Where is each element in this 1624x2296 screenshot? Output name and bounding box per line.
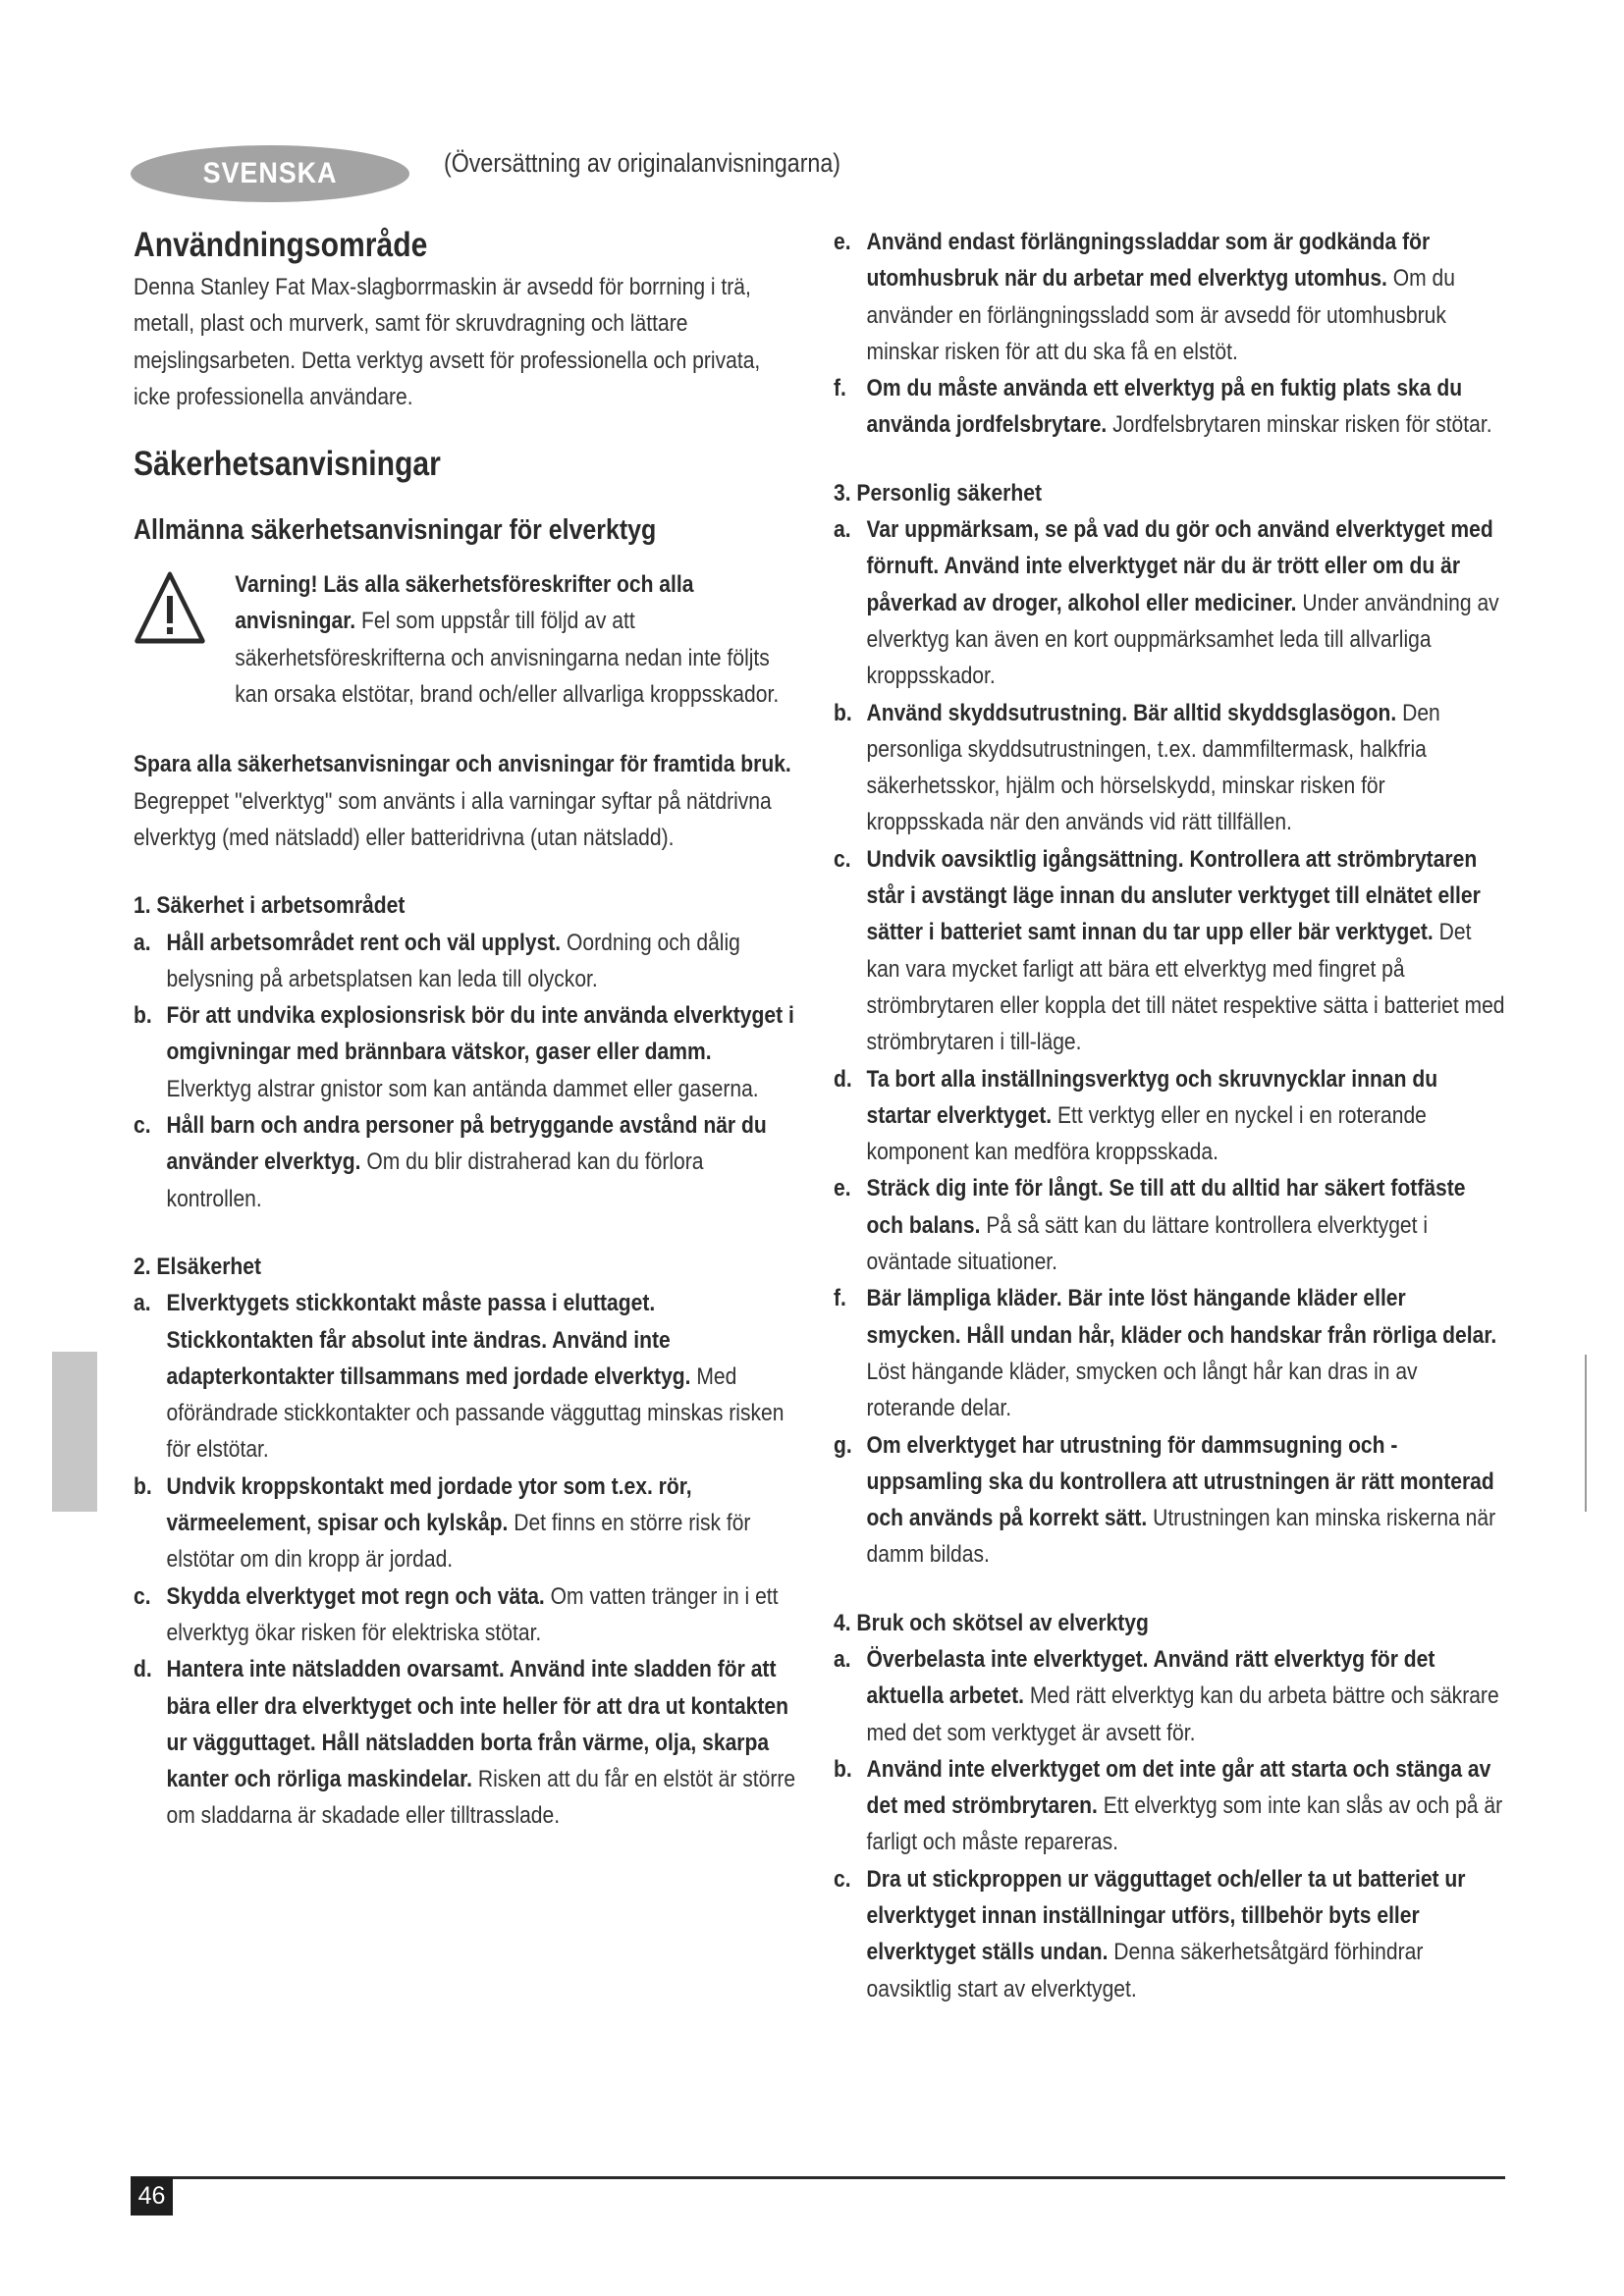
- warning-text: Varning! Läs alla säkerhetsföreskrifter och alla anvisningar. Fel som uppstår till följd av att säkerhetsföreskrifterna och anvisningarna nedan inte följts kan orsaka elstötar, brand och/eller allvarliga kroppsskador.: [235, 571, 780, 709]
- list-item: d. Hantera inte nätsladden ovarsamt. Använd inte sladden för att bära eller dra elverktyget och inte heller för att dra ut kontakten ur vägguttaget. Håll nätsladden borta från värme, olja, skarpa kanter och rörliga maskindelar. Risken att du får en elstöt är större om sladdarna är skadade eller tilltrasslade.: [134, 1656, 796, 1830]
- translation-note: (Översättning av originalanvisningarna): [444, 148, 840, 178]
- list-item: d. Ta bort alla inställningsverktyg och skruvnycklar innan du startar elverktyget. Ett verktyg eller en nyckel i en roterande komponent kan medföra kroppsskada.: [834, 1065, 1438, 1166]
- list-item: b. Använd inte elverktyget om det inte går att starta och stänga av det med strömbrytaren. Ett elverktyg som inte kan slås av och på är farligt och måste repareras.: [834, 1755, 1503, 1856]
- list-item: b. För att undvika explosionsrisk bör du inte använda elverktyget i omgivningar med brännbara vätskor, gaser eller damm. Elverktyg alstrar gnistor som kan antända dammet eller gaserna.: [134, 1002, 794, 1102]
- section-3-list: [834, 511, 1505, 1574]
- list-item: a. Överbelasta inte elverktyget. Använd rätt elverktyg för det aktuella arbetet. Med rätt elverktyg kan du arbeta bättre och säkrare med det som verktyget är avsett för.: [834, 1645, 1499, 1746]
- section-2-title: 2. Elsäkerhet: [134, 1253, 262, 1280]
- language-badge: [131, 145, 409, 202]
- list-item: e. Sträck dig inte för långt. Se till att du alltid har säkert fotfäste och balans. På så sätt kan du lättare kontrollera elverktyget i oväntade situationer.: [834, 1175, 1466, 1276]
- section-4-list: [834, 1641, 1505, 2007]
- section-4-title: 4. Bruk och skötsel av elverktyg: [834, 1609, 1149, 1636]
- heading-usage: Användningsområde: [134, 226, 428, 264]
- list-item: a. Elverktygets stickkontakt måste passa i eluttaget. Stickkontakten får absolut inte ändras. Använd inte adapterkontakter tillsammans med jordade elverktyg. Med oförändrade stickkontakter och passande vägguttag minskas risken för elstötar.: [134, 1290, 785, 1464]
- section-3-title: 3. Personlig säkerhet: [834, 479, 1042, 507]
- list-item: a. Håll arbetsområdet rent och väl upplyst. Oordning och dålig belysning på arbetsplatsen kan leda till olyckor.: [134, 929, 740, 992]
- list-item: a. Var uppmärksam, se på vad du gör och använd elverktyget med förnuft. Använd inte elverktyget när du är trött eller om du är påverkad av droger, alkohol eller mediciner. Under användning av elverktyg kan även en kort ouppmärksamhet leda till allvarliga kroppsskador.: [834, 516, 1499, 690]
- left-column: [134, 224, 801, 1835]
- language-badge-label: SVENSKA: [202, 157, 338, 189]
- heading-safety: Säkerhetsanvisningar: [134, 445, 441, 484]
- warning-block: [134, 566, 801, 713]
- section-2-list: [134, 1285, 801, 1834]
- list-item: b. Undvik kroppskontakt med jordade ytor som t.ex. rör, värmeelement, spisar och kylskåp. Det finns en större risk för elstötar om din kropp är jordad.: [134, 1472, 751, 1574]
- list-item: c. Dra ut stickproppen ur vägguttaget och/eller ta ut batteriet ur elverktyget innan inställningar utförs, tillbehör byts eller elverktyget ställs undan. Denna säkerhetsåtgärd förhindrar oavsiktlig start av elverktyget.: [834, 1865, 1466, 2002]
- page-number: 46: [131, 2177, 173, 2216]
- right-column: [834, 224, 1505, 2007]
- list-item: c. Skydda elverktyget mot regn och väta. Om vatten tränger in i ett elverktyg ökar risken för elektriska stötar.: [134, 1582, 779, 1646]
- list-item: f. Om du måste använda ett elverktyg på en fuktig plats ska du använda jordfelsbrytare. Jordfelsbrytaren minskar risken för stötar.: [834, 375, 1492, 439]
- footer-rule: [131, 2176, 1505, 2179]
- list-item: g. Om elverktyget har utrustning för dammsugning och -uppsamling ska du kontrollera att utrustningen är rätt monterad och används på korrekt sätt. Utrustningen kan minska riskerna när damm bildas.: [834, 1431, 1496, 1569]
- page-edge-mark: [1585, 1355, 1587, 1512]
- section-1-list: [134, 925, 801, 1217]
- list-item: f. Bär lämpliga kläder. Bär inte löst hängande kläder eller smycken. Håll undan hår, kläder och handskar från rörliga delar. Löst hängande kläder, smycken och långt hår kan dras in av roterande delar.: [834, 1285, 1497, 1422]
- save-instructions: Spara alla säkerhetsanvisningar och anvisningar för framtida bruk. Begreppet "elverktyg" som använts i alla varningar syftar på nätdrivna elverktyg (med nätsladd) eller batteridrivna (utan nätsladd).: [134, 751, 791, 851]
- warning-triangle-icon: [134, 570, 206, 645]
- side-language-tab: [52, 1352, 97, 1512]
- list-item: c. Undvik oavsiktlig igångsättning. Kontrollera att strömbrytaren står i avstängt läge innan du ansluter verktyget till elnätet eller sätter i batteriet samt innan du tar upp eller bär verktyget. Det kan vara mycket farligt att bära ett elverktyg med fingret på strömbrytaren eller koppla det till nätet respektive sätta i batteriet med strömbrytaren i till-läge.: [834, 845, 1505, 1056]
- list-item: b. Använd skyddsutrustning. Bär alltid skyddsglasögon. Den personliga skyddsutrustningen, t.ex. dammfiltermask, halkfria säkerhetsskor, hjälm och hörselskydd, minskar risken för kroppsskada när den används vid rätt tillfällen.: [834, 699, 1440, 836]
- heading-general-safety: Allmänna säkerhetsanvisningar för elverktyg: [134, 514, 657, 547]
- list-item: e. Använd endast förlängningssladdar som är godkända för utomhusbruk när du arbetar med elverktyg utomhus. Om du använder en förlängningssladd som är avsedd för utomhusbruk minskar risken för att du ska få en elstöt.: [834, 229, 1456, 365]
- list-item: c. Håll barn och andra personer på betryggande avstånd när du använder elverktyg. Om du blir distraherad kan du förlora kontrollen.: [134, 1112, 767, 1212]
- section-2-continued-list: [834, 224, 1505, 444]
- usage-text: Denna Stanley Fat Max-slagborrmaskin är avsedd för borrning i trä, metall, plast och murverk, samt för skruvdragning och lättare mejslingsarbeten. Detta verktyg avsett för professionella och privata, icke professionella användare.: [134, 274, 761, 410]
- section-1-title: 1. Säkerhet i arbetsområdet: [134, 892, 406, 920]
